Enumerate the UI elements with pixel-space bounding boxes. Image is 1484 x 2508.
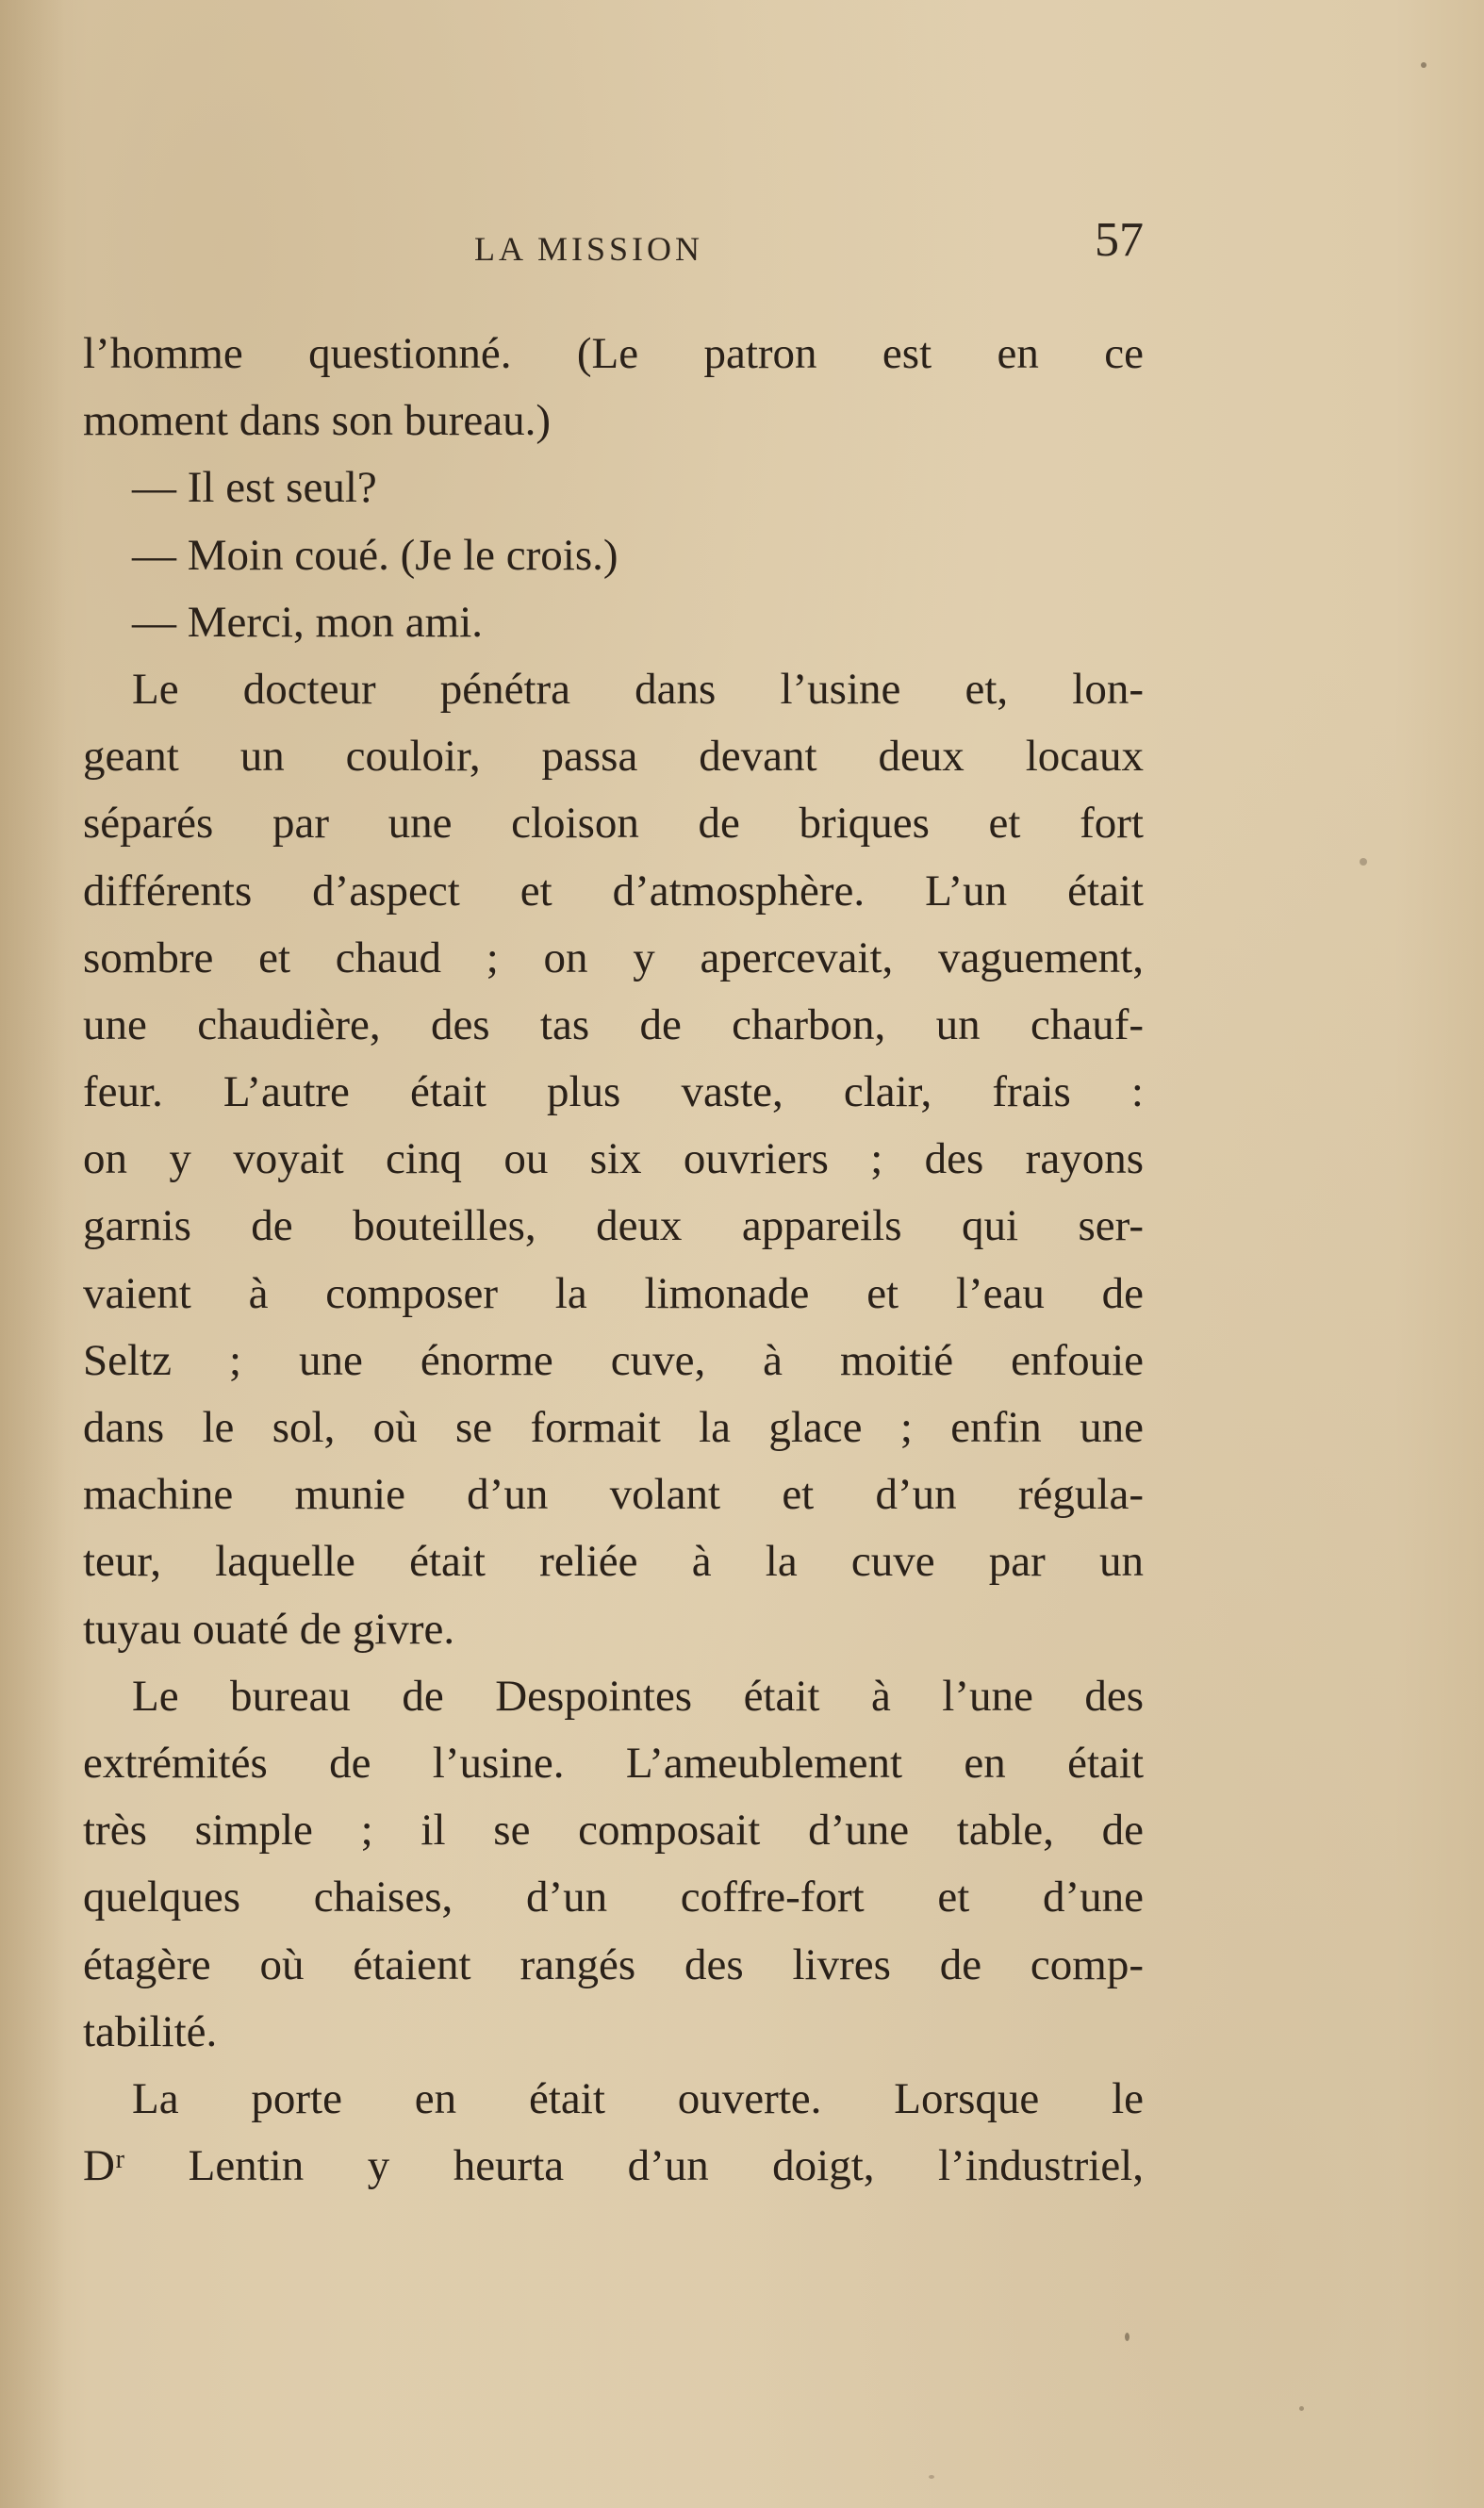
text-line: La porte en était ouverte. Lorsque le	[132, 2073, 1144, 2123]
text-line: dans le sol, où se formait la glace ; enfin une	[83, 1403, 1144, 1452]
text-line: séparés par une cloison de briques et fort	[83, 799, 1144, 849]
text-line: — Merci, mon ami.	[132, 597, 484, 647]
text-line: garnis de bouteilles, deux appareils qui ser-	[83, 1201, 1144, 1251]
running-title: LA MISSION	[474, 230, 704, 268]
text-line: Le bureau de Despointes était à l’une des	[132, 1671, 1144, 1721]
text-line: extrémités de l’usine. L’ameublement en était	[83, 1738, 1144, 1788]
text-line: très simple ; il se composait d’une table, de	[83, 1806, 1144, 1856]
text-line: teur, laquelle était reliée à la cuve par un	[83, 1537, 1144, 1587]
text-line: moment dans son bureau.)	[83, 396, 552, 446]
paper-speck	[929, 2475, 934, 2479]
page-number: 57	[1095, 213, 1144, 267]
text-line: étagère où étaient rangés des livres de comp-	[83, 1939, 1144, 1989]
text-line: Le docteur pénétra dans l’usine et, lon-	[132, 664, 1144, 714]
paper-speck	[1299, 2406, 1304, 2411]
paper-speck	[1125, 2333, 1129, 2341]
text-line: différents d’aspect et d’atmosphère. L’un était	[83, 866, 1144, 916]
text-line: l’homme questionné. (Le patron est en ce	[83, 329, 1144, 378]
text-line: tabilité.	[83, 2006, 218, 2056]
running-head	[83, 212, 1144, 269]
text-line: une chaudière, des tas de charbon, un chauf-	[83, 999, 1144, 1049]
text-line: Dʳ Lentin y heurta d’un doigt, l’industriel,	[83, 2141, 1144, 2191]
text-line: quelques chaises, d’un coffre-fort et d’une	[83, 1873, 1144, 1922]
text-line: — Moin coué. (Je le crois.)	[132, 530, 618, 580]
page-edge-shadow	[0, 0, 66, 2508]
paper-speck	[1421, 62, 1426, 68]
paper-speck	[1360, 858, 1367, 866]
text-line: vaient à composer la limonade et l’eau de	[83, 1268, 1144, 1318]
text-line: tuyau ouaté de givre.	[83, 1604, 455, 1654]
text-line: on y voyait cinq ou six ouvriers ; des rayons	[83, 1134, 1144, 1184]
text-line: Seltz ; une énorme cuve, à moitié enfouie	[83, 1335, 1144, 1385]
text-line: machine munie d’un volant et d’un régula-	[83, 1470, 1144, 1520]
text-line: sombre et chaud ; on y apercevait, vaguement,	[83, 932, 1144, 982]
body-text	[83, 321, 1144, 2200]
text-line: feur. L’autre était plus vaste, clair, frais :	[83, 1067, 1144, 1117]
text-line: geant un couloir, passa devant deux locaux	[83, 732, 1144, 782]
text-line: — Il est seul?	[132, 463, 377, 513]
